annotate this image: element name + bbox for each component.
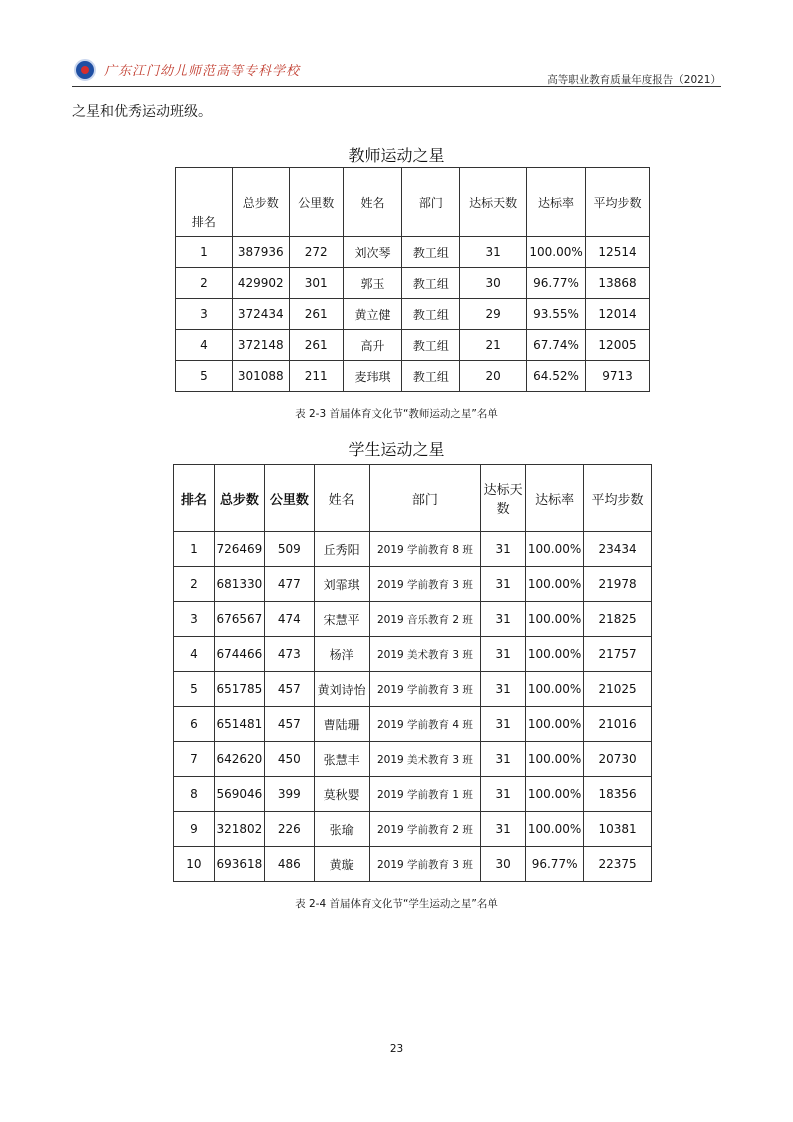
table-cell: 473 <box>264 637 314 672</box>
table-cell: 651785 <box>214 672 264 707</box>
teacher-table-header <box>176 168 650 237</box>
table-cell: 100.00% <box>526 672 584 707</box>
table-cell: 黄刘诗怡 <box>314 672 369 707</box>
table-cell: 67.74% <box>527 330 586 361</box>
table-cell: 18356 <box>584 777 652 812</box>
table-cell: 张瑜 <box>314 812 369 847</box>
table-cell: 31 <box>481 672 526 707</box>
table-cell: 100.00% <box>526 812 584 847</box>
column-header: 平均步数 <box>586 168 650 237</box>
table-cell: 2 <box>174 567 215 602</box>
table-row <box>174 777 652 812</box>
table-cell: 31 <box>481 567 526 602</box>
student-table <box>173 464 652 882</box>
table-cell: 31 <box>481 777 526 812</box>
student-table-caption: 表 2-4 首届体育文化节“学生运动之星”名单 <box>295 898 498 910</box>
table-cell: 31 <box>481 532 526 567</box>
table-cell: 2019 学前教育 2 班 <box>369 812 481 847</box>
table-cell: 6 <box>174 707 215 742</box>
column-header: 姓名 <box>343 168 402 237</box>
table-cell: 刘霏琪 <box>314 567 369 602</box>
table-row <box>174 847 652 882</box>
table-cell: 96.77% <box>527 268 586 299</box>
table-cell: 21025 <box>584 672 652 707</box>
table-cell: 474 <box>264 602 314 637</box>
teacher-table-caption: 表 2-3 首届体育文化节“教师运动之星”名单 <box>295 408 498 420</box>
table-cell: 8 <box>174 777 215 812</box>
column-header: 姓名 <box>314 465 369 532</box>
table-cell: 100.00% <box>526 602 584 637</box>
table-cell: 100.00% <box>526 532 584 567</box>
table-cell: 张慧丰 <box>314 742 369 777</box>
intro-text: 之星和优秀运动班级。 <box>72 104 212 120</box>
table-row <box>176 268 650 299</box>
report-title: 高等职业教育质量年度报告（2021） <box>547 74 721 86</box>
table-row <box>174 742 652 777</box>
table-cell: 7 <box>174 742 215 777</box>
table-cell: 12014 <box>586 299 650 330</box>
school-name: 广东江门幼儿师范高等专科学校 <box>104 64 301 79</box>
column-header: 部门 <box>402 168 460 237</box>
table-row <box>176 237 650 268</box>
teacher-table <box>175 167 650 392</box>
table-cell: 12514 <box>586 237 650 268</box>
table-cell: 12005 <box>586 330 650 361</box>
table-cell: 477 <box>264 567 314 602</box>
table-cell: 642620 <box>214 742 264 777</box>
table-cell: 9713 <box>586 361 650 392</box>
table-cell: 2019 学前教育 4 班 <box>369 707 481 742</box>
column-header: 达标率 <box>527 168 586 237</box>
table-cell: 5 <box>176 361 233 392</box>
table-cell: 93.55% <box>527 299 586 330</box>
table-cell: 2019 学前教育 1 班 <box>369 777 481 812</box>
table-cell: 21 <box>460 330 527 361</box>
student-table-header <box>174 465 652 532</box>
table-cell: 2019 学前教育 8 班 <box>369 532 481 567</box>
page-number: 23 <box>389 1043 404 1055</box>
table-row <box>174 812 652 847</box>
column-header: 公里数 <box>264 465 314 532</box>
table-cell: 100.00% <box>526 707 584 742</box>
teacher-table-title: 教师运动之星 <box>348 146 445 165</box>
header-divider <box>72 86 721 87</box>
table-cell: 486 <box>264 847 314 882</box>
table-cell: 31 <box>481 637 526 672</box>
table-cell: 1 <box>174 532 215 567</box>
table-cell: 100.00% <box>527 237 586 268</box>
table-cell: 674466 <box>214 637 264 672</box>
table-cell: 29 <box>460 299 527 330</box>
table-cell: 宋慧平 <box>314 602 369 637</box>
table-cell: 高升 <box>343 330 402 361</box>
table-cell: 372148 <box>232 330 289 361</box>
table-cell: 麦玮琪 <box>343 361 402 392</box>
table-cell: 教工组 <box>402 268 460 299</box>
table-row <box>174 672 652 707</box>
table-cell: 5 <box>174 672 215 707</box>
table-row <box>174 707 652 742</box>
table-cell: 2019 美术教育 3 班 <box>369 637 481 672</box>
table-cell: 509 <box>264 532 314 567</box>
table-row <box>176 330 650 361</box>
table-cell: 21016 <box>584 707 652 742</box>
table-cell: 2019 学前教育 3 班 <box>369 672 481 707</box>
school-logo-icon <box>74 59 96 81</box>
table-cell: 100.00% <box>526 637 584 672</box>
table-cell: 刘次琴 <box>343 237 402 268</box>
table-cell: 4 <box>174 637 215 672</box>
table-cell: 教工组 <box>402 361 460 392</box>
table-cell: 676567 <box>214 602 264 637</box>
table-cell: 387936 <box>232 237 289 268</box>
table-cell: 261 <box>289 299 343 330</box>
column-header: 排名 <box>174 465 215 532</box>
table-cell: 31 <box>460 237 527 268</box>
table-cell: 1 <box>176 237 233 268</box>
table-cell: 郭玉 <box>343 268 402 299</box>
table-cell: 450 <box>264 742 314 777</box>
student-table-title: 学生运动之星 <box>348 440 445 459</box>
table-cell: 211 <box>289 361 343 392</box>
table-cell: 4 <box>176 330 233 361</box>
table-cell: 457 <box>264 707 314 742</box>
table-cell: 10381 <box>584 812 652 847</box>
column-header: 达标天数 <box>481 465 526 532</box>
column-header: 达标率 <box>526 465 584 532</box>
table-cell: 20730 <box>584 742 652 777</box>
table-cell: 226 <box>264 812 314 847</box>
table-cell: 272 <box>289 237 343 268</box>
table-cell: 100.00% <box>526 777 584 812</box>
table-cell: 黄璇 <box>314 847 369 882</box>
column-header: 平均步数 <box>584 465 652 532</box>
column-header: 总步数 <box>232 168 289 237</box>
table-cell: 21757 <box>584 637 652 672</box>
table-cell: 21825 <box>584 602 652 637</box>
table-cell: 23434 <box>584 532 652 567</box>
table-cell: 569046 <box>214 777 264 812</box>
table-cell: 2019 学前教育 3 班 <box>369 567 481 602</box>
table-cell: 教工组 <box>402 330 460 361</box>
table-cell: 429902 <box>232 268 289 299</box>
table-cell: 31 <box>481 602 526 637</box>
table-row <box>174 567 652 602</box>
table-cell: 321802 <box>214 812 264 847</box>
table-row <box>176 361 650 392</box>
table-cell: 莫秋婴 <box>314 777 369 812</box>
table-cell: 31 <box>481 707 526 742</box>
table-row <box>174 637 652 672</box>
table-cell: 399 <box>264 777 314 812</box>
table-cell: 681330 <box>214 567 264 602</box>
table-cell: 丘秀阳 <box>314 532 369 567</box>
column-header: 排名 <box>176 168 233 237</box>
table-cell: 3 <box>174 602 215 637</box>
table-cell: 3 <box>176 299 233 330</box>
table-cell: 杨洋 <box>314 637 369 672</box>
table-cell: 教工组 <box>402 299 460 330</box>
table-cell: 261 <box>289 330 343 361</box>
column-header: 公里数 <box>289 168 343 237</box>
table-cell: 13868 <box>586 268 650 299</box>
table-cell: 曹陆珊 <box>314 707 369 742</box>
table-cell: 20 <box>460 361 527 392</box>
table-cell: 30 <box>481 847 526 882</box>
table-cell: 372434 <box>232 299 289 330</box>
table-cell: 21978 <box>584 567 652 602</box>
table-cell: 2019 美术教育 3 班 <box>369 742 481 777</box>
table-row <box>174 532 652 567</box>
table-cell: 693618 <box>214 847 264 882</box>
table-cell: 96.77% <box>526 847 584 882</box>
table-cell: 教工组 <box>402 237 460 268</box>
table-cell: 457 <box>264 672 314 707</box>
table-cell: 黄立健 <box>343 299 402 330</box>
table-cell: 2019 音乐教育 2 班 <box>369 602 481 637</box>
table-cell: 100.00% <box>526 567 584 602</box>
column-header: 总步数 <box>214 465 264 532</box>
table-cell: 2019 学前教育 3 班 <box>369 847 481 882</box>
table-cell: 2 <box>176 268 233 299</box>
table-cell: 22375 <box>584 847 652 882</box>
table-cell: 64.52% <box>527 361 586 392</box>
table-cell: 9 <box>174 812 215 847</box>
table-cell: 301 <box>289 268 343 299</box>
table-cell: 31 <box>481 812 526 847</box>
table-row <box>174 602 652 637</box>
table-cell: 31 <box>481 742 526 777</box>
table-cell: 100.00% <box>526 742 584 777</box>
table-cell: 10 <box>174 847 215 882</box>
table-cell: 301088 <box>232 361 289 392</box>
table-cell: 651481 <box>214 707 264 742</box>
table-row <box>176 299 650 330</box>
table-cell: 726469 <box>214 532 264 567</box>
column-header: 部门 <box>369 465 481 532</box>
column-header: 达标天数 <box>460 168 527 237</box>
table-cell: 30 <box>460 268 527 299</box>
